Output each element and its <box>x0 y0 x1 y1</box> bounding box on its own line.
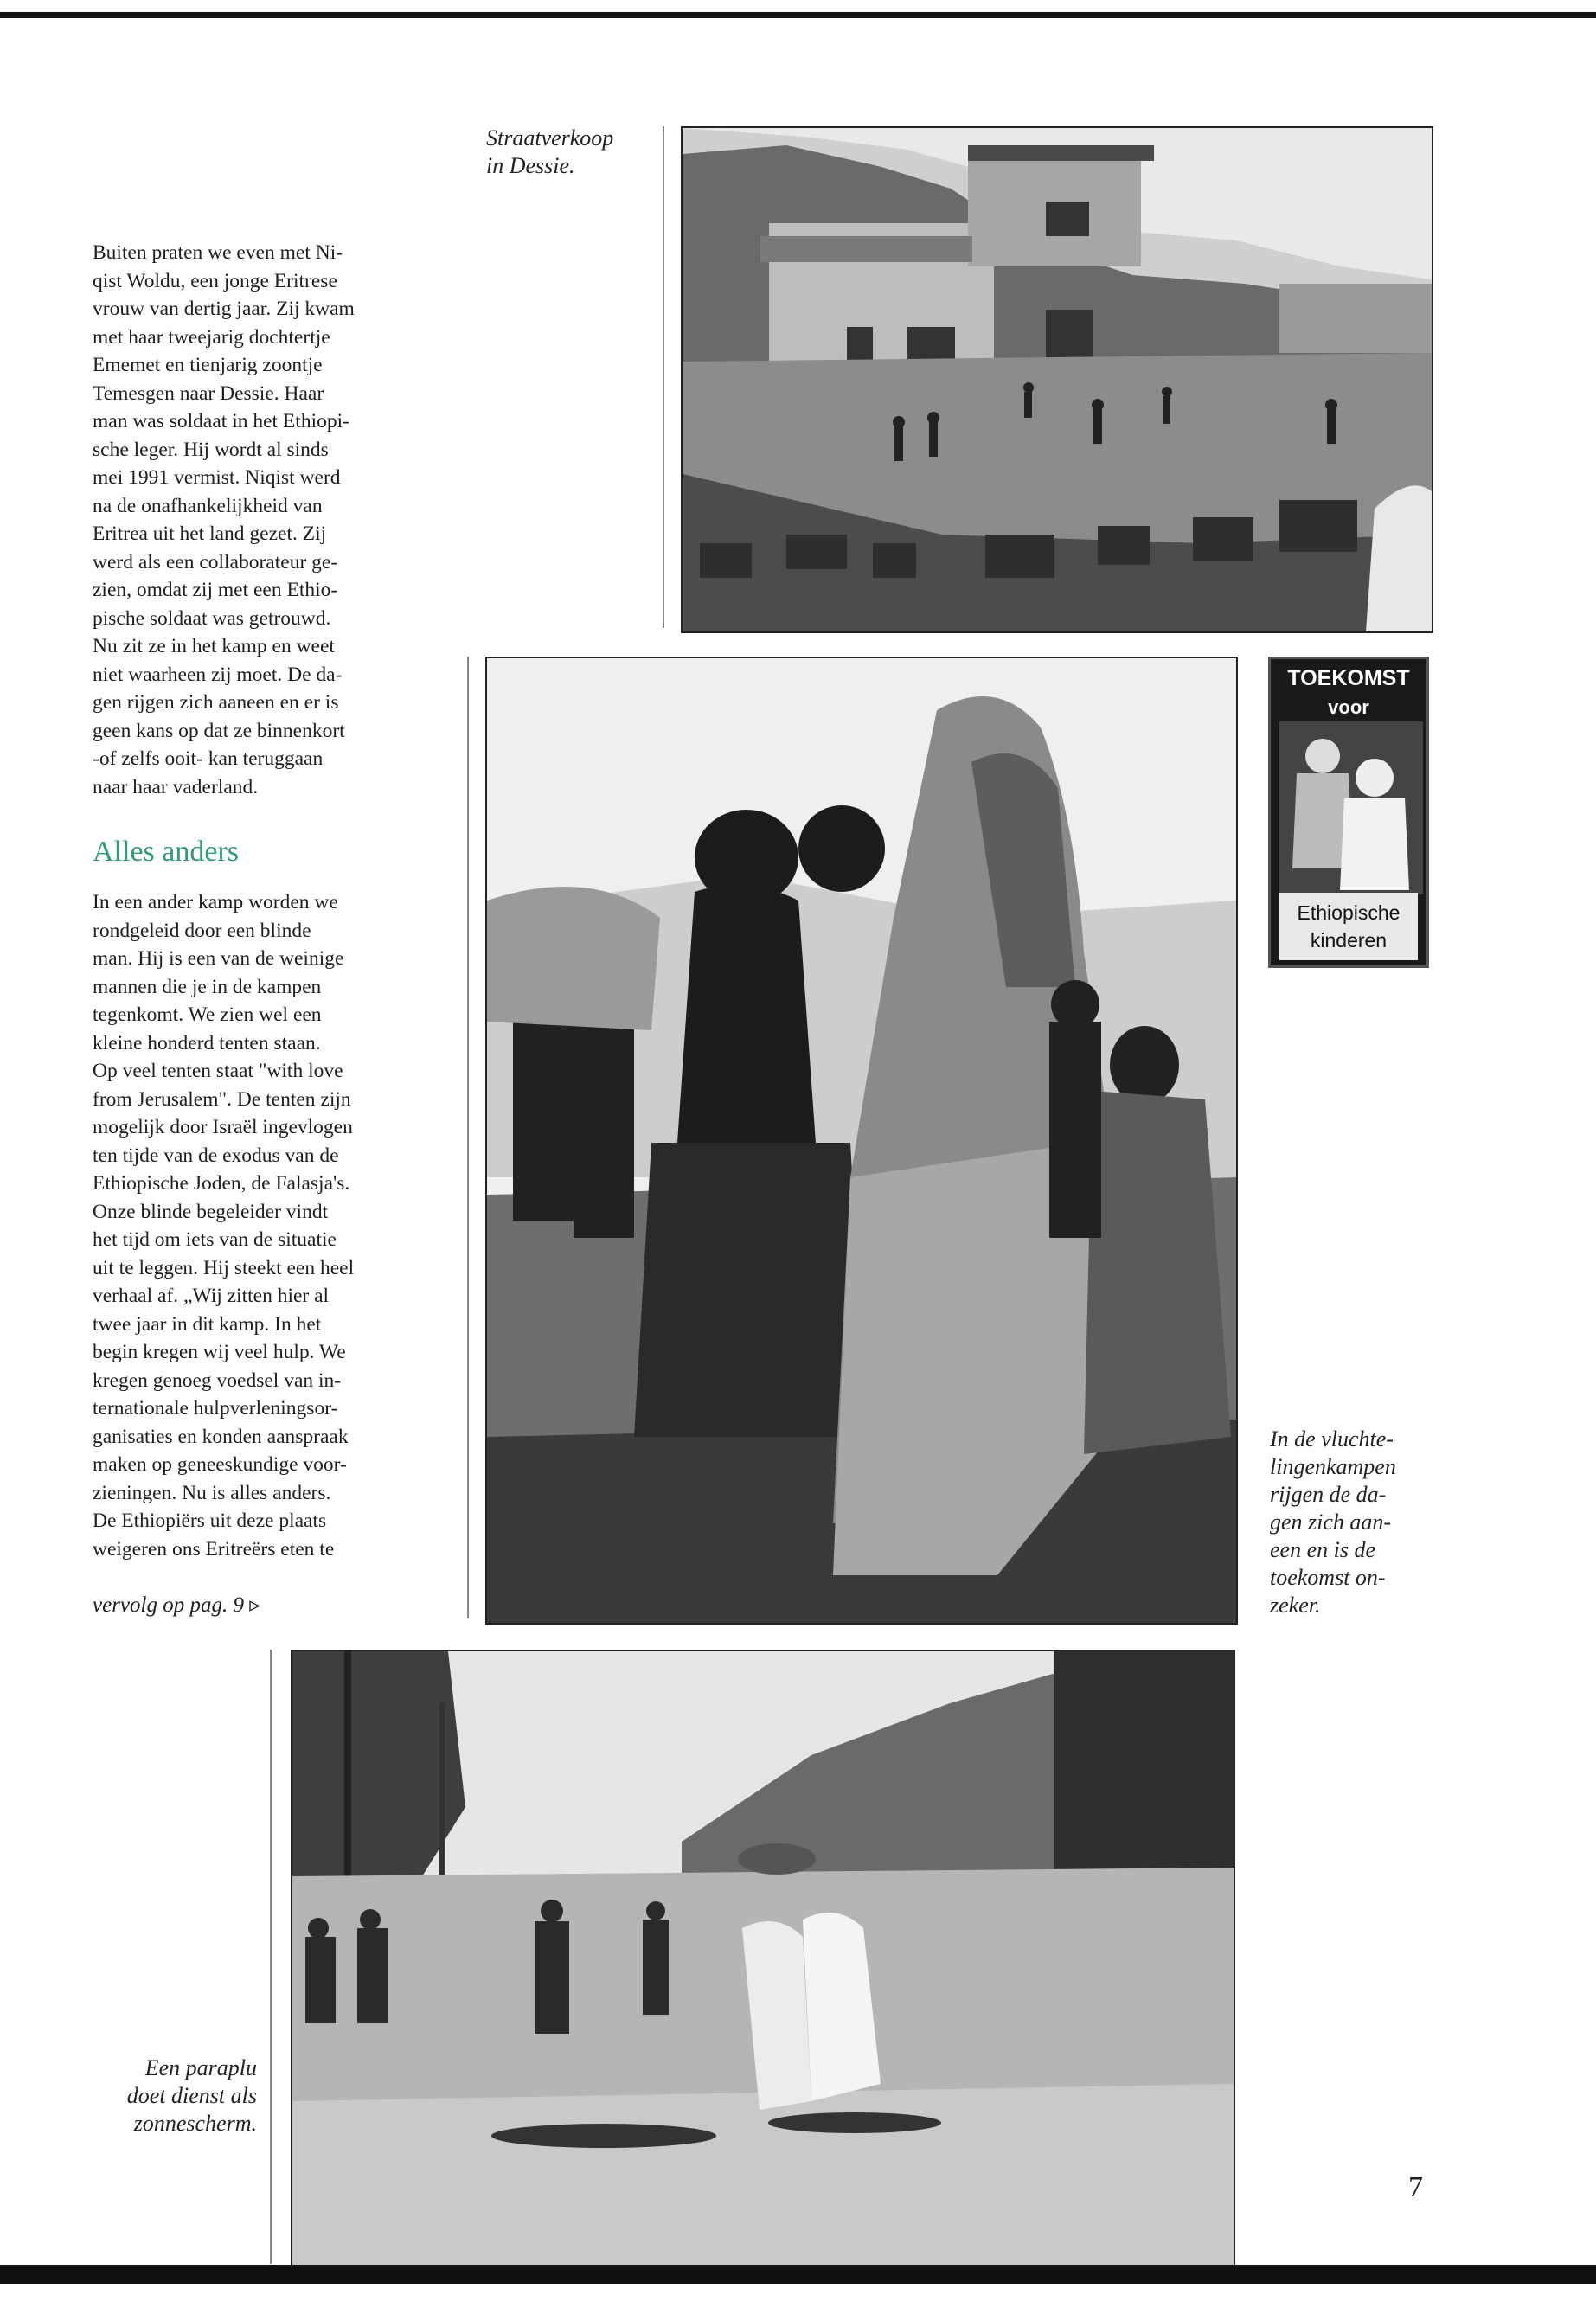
badge-line-2: kinderen <box>1310 929 1388 952</box>
article-paragraph-2: In een ander kamp worden we rondgeleid door een blinde man. Hij is een van de weinige mannen die je in de kampen tegenkomt. We zien wel een kleine honderd tenten staan. Op veel tenten staat "with love from Jerusalem". De tenten zijn mogelijk door Israël ingevlogen ten tijde van de exodus van de Ethiopische Joden, de Falasja's. Onze blinde begeleider vindt het tijd om iets van de situatie uit te leggen. Hij steekt een heel verhaal af. „Wij zitten hier al twee jaar in dit kamp. In het begin kregen wij veel hulp. We kregen genoeg voedsel van in- ternationale hulpverleningsor- ganisaties en konden aanspraak maken op geneeskundige voor- zieningen. Nu is alles anders. De Ethiopiërs uit deze plaats weigeren ons Eritreërs eten te <box>93 891 355 1561</box>
caption-divider <box>270 1650 272 2264</box>
badge-subtitle: voor <box>1328 696 1369 718</box>
badge-label-box <box>1279 893 1418 960</box>
page-number: 7 <box>1408 2171 1423 2203</box>
caption-divider <box>663 126 664 628</box>
section-heading: Alles anders <box>93 836 240 868</box>
toekomst-badge <box>1268 657 1429 968</box>
children-photo <box>1279 721 1423 894</box>
caption-camp-photo: In de vluchte- lingenkampen rijgen de da- gen zich aan- een en is de toekomst on- zeker. <box>1270 1426 1396 1618</box>
caption-market-photo: Straatverkoop in Dessie. <box>486 125 614 178</box>
continued-link[interactable]: vervolg op pag. 9 ▹ <box>93 1593 260 1617</box>
badge-title: TOEKOMST <box>1287 666 1410 690</box>
photo-refugee-camp <box>485 657 1238 1625</box>
top-rule <box>0 12 1596 18</box>
photo-street-umbrella <box>291 1650 1235 2270</box>
caption-street-photo: Een paraplu doet dienst als zonnescherm. <box>126 2055 257 2136</box>
badge-line-1: Ethiopische <box>1297 901 1401 924</box>
article-paragraph-1: Buiten praten we even met Ni- qist Woldu, een jonge Eritrese vrouw van dertig jaar. Zij kwam met haar tweejarig dochtertje Ememet en tienjarig zoontje Temesgen naar Dessie. Haar man was soldaat in het Ethiopi- sche leger. Hij wordt al sinds mei 1991 vermist. Niqist werd na de onafhankelijkheid van Eritrea uit het land gezet. Zij werd als een collaborateur ge- zien, omdat zij met een Ethio- pische soldaat was getrouwd. Nu zit ze in het kamp en weet niet waarheen zij moet. De da- gen rijgen zich aaneen en er is geen kans op dat ze binnenkort -of zelfs ooit- kan teruggaan naar haar vaderland. <box>93 241 355 798</box>
bottom-rule <box>0 2265 1596 2284</box>
column-divider <box>467 657 469 1618</box>
photo-market-dessie <box>681 126 1433 633</box>
